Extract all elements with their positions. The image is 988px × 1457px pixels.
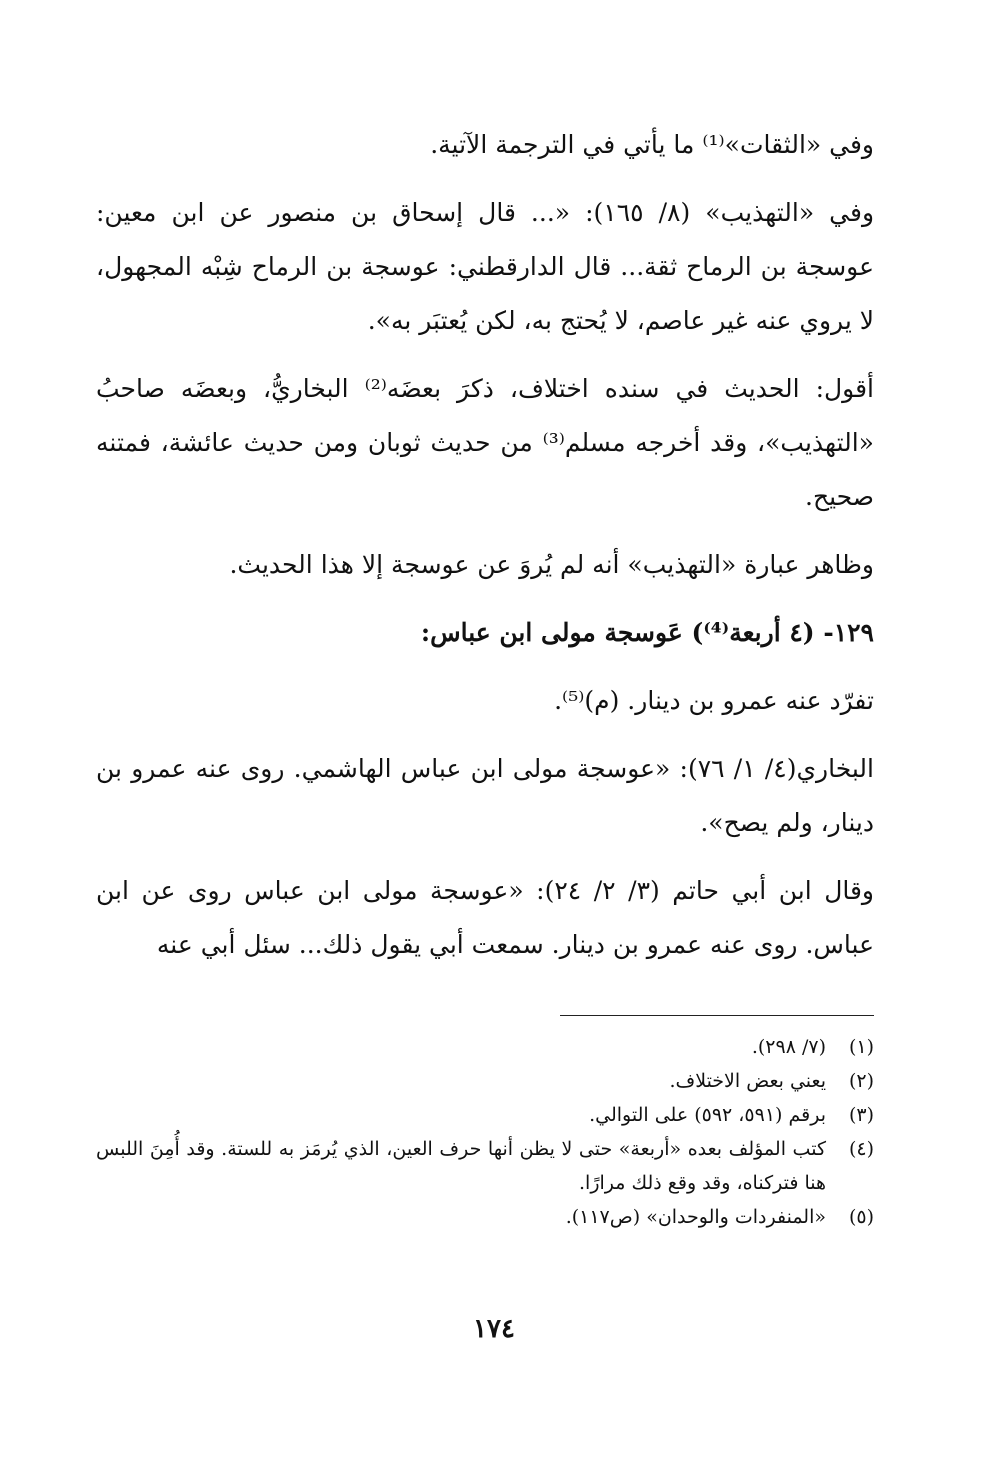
footnote-number: (٥)	[848, 1206, 874, 1228]
footnote-text: كتب المؤلف بعده «أربعة» حتى لا يظن أنها حرف العين، الذي يُرمَز به للستة. وقد أُمِنَ اللبس هنا فتركناه، وقد وقع ذلك مرارًا.	[96, 1138, 826, 1194]
page-body	[96, 118, 874, 986]
footnote-text: (٧/ ٢٩٨).	[751, 1036, 826, 1058]
footnote-separator	[560, 1015, 874, 1016]
footnote-text: «المنفردات والوحدان» (ص١١٧).	[565, 1206, 826, 1228]
paragraph-thiqat: وفي «الثقات»⁽¹⁾ ما يأتي في الترجمة الآتية.	[430, 130, 874, 159]
entry-heading-129: ١٢٩- (٤ أربعة⁽⁴⁾) عَوسجة مولى ابن عباس:	[420, 618, 874, 647]
footnote-number: (٣)	[848, 1104, 874, 1126]
footnote-number: (٢)	[848, 1070, 874, 1092]
paragraph-tahdhib-quote: وفي «التهذيب» (٨/ ١٦٥): «... قال إسحاق بن منصور عن ابن معين: عوسجة بن الرماح ثقة... قال الدارقطني: عوسجة بن الرماح شِبْه المجهول، لا يروي عنه غير عاصم، لا يُحتج به، لكن يُعتبَر به».	[96, 198, 875, 335]
paragraph-ibn-abi-hatim: وقال ابن أبي حاتم (٣/ ٢/ ٢٤): «عوسجة مولى ابن عباس روى عن ابن عباس. روى عنه عمرو بن دينار. سمعت أبي يقول ذلك... سئل أبي عنه	[96, 876, 874, 959]
paragraph-bukhari: البخاري(٤/ ١/ ٧٦): «عوسجة مولى ابن عباس الهاشمي. روى عنه عمرو بن دينار، ولم يصح».	[96, 754, 874, 837]
footnote-item	[96, 1200, 874, 1234]
paragraph-tahdhib-note: وظاهر عبارة «التهذيب» أنه لم يُروَ عن عوسجة إلا هذا الحديث.	[229, 550, 874, 579]
footnote-item	[96, 1098, 874, 1132]
footnote-item	[96, 1064, 874, 1098]
paragraph-tafarrud: تفرّد عنه عمرو بن دينار. (م)⁽⁵⁾.	[554, 686, 874, 715]
paragraph-author-comment: أقول: الحديث في سنده اختلاف، ذكرَ بعضَه⁽²⁾ البخاريُّ، وبعضَه صاحبُ «التهذيب»، وقد أخرجه مسلم⁽³⁾ من حديث ثوبان ومن حديث عائشة، فمتنه صحيح.	[96, 374, 874, 511]
footnote-number: (٤)	[848, 1138, 874, 1160]
footnote-text: برقم (٥٩١، ٥٩٢) على التوالي.	[589, 1104, 826, 1126]
footnotes	[96, 1030, 874, 1234]
footnote-text: يعني بعض الاختلاف.	[669, 1070, 826, 1092]
page-number: ١٧٤	[473, 1314, 515, 1344]
footnote-item	[96, 1030, 874, 1064]
footnote-number: (١)	[848, 1036, 874, 1058]
footnote-item	[96, 1132, 874, 1200]
